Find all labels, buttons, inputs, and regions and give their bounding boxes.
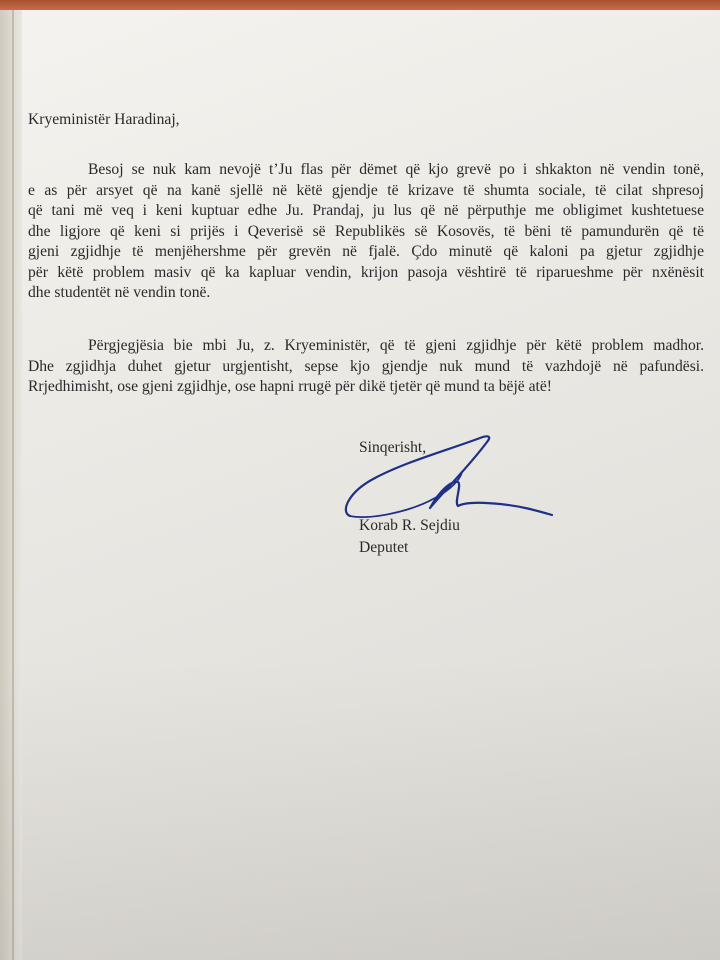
handwritten-signature (330, 420, 570, 530)
paragraph-1-line: gjeni zgjidhje të menjëhershme për grevën në fjalë. Çdo minutë që kaloni pa gjetur zgjidhje (28, 243, 704, 260)
paragraph-1-line: e as për arsyet që na kanë sjellë në këtë gjendje të krizave të shumta sociale, të cilat shpresoj (28, 181, 704, 199)
paragraph-1-line: për këtë problem masiv që ka kapluar vendin, krijon pasoja vështirë të riparueshme për nxënësit (28, 263, 704, 281)
signer-name: Korab R. Sejdiu (359, 517, 460, 534)
paragraph-2-line: Dhe zgjidhja duhet gjetur urgjentisht, sepse kjo gjendje nuk mund të vazhdojë në pafundësi. (28, 357, 704, 375)
salutation: Kryeministër Haradinaj, (28, 111, 180, 128)
paragraph-2 (28, 336, 704, 398)
signature-loop (350, 472, 462, 517)
paragraph-1-line: që tani më veq i keni kuptuar edhe Ju. Prandaj, ju lus që në përputhje me obligimet kushtetuese (28, 202, 704, 219)
paper-shadow (0, 660, 720, 960)
paragraph-1 (28, 160, 704, 304)
signer-title: Deputet (359, 539, 409, 556)
signature-stroke (346, 436, 552, 516)
closing: Sinqerisht, (359, 439, 427, 456)
paragraph-1-line: dhe ligjore që keni si prijës i Qeverisë së Republikës së Kosovës, të bëni të pamundurën që të (28, 222, 704, 240)
paragraph-2-line: Rrjedhimisht, ose gjeni zgjidhje, ose hapni rrugë për dikë tjetër që mund ta bëjë atë! (28, 378, 552, 395)
paragraph-2-line: Përgjegjësia bie mbi Ju, z. Kryeministër, që të gjeni zgjidhje për këtë problem madhor. (88, 337, 704, 354)
paragraph-1-line: Besoj se nuk kam nevojë t’Ju flas për dëmet që kjo grevë po i shkakton në vendin tonë, (88, 161, 704, 178)
paragraph-1-line: dhe studentët në vendin tonë. (28, 284, 211, 301)
